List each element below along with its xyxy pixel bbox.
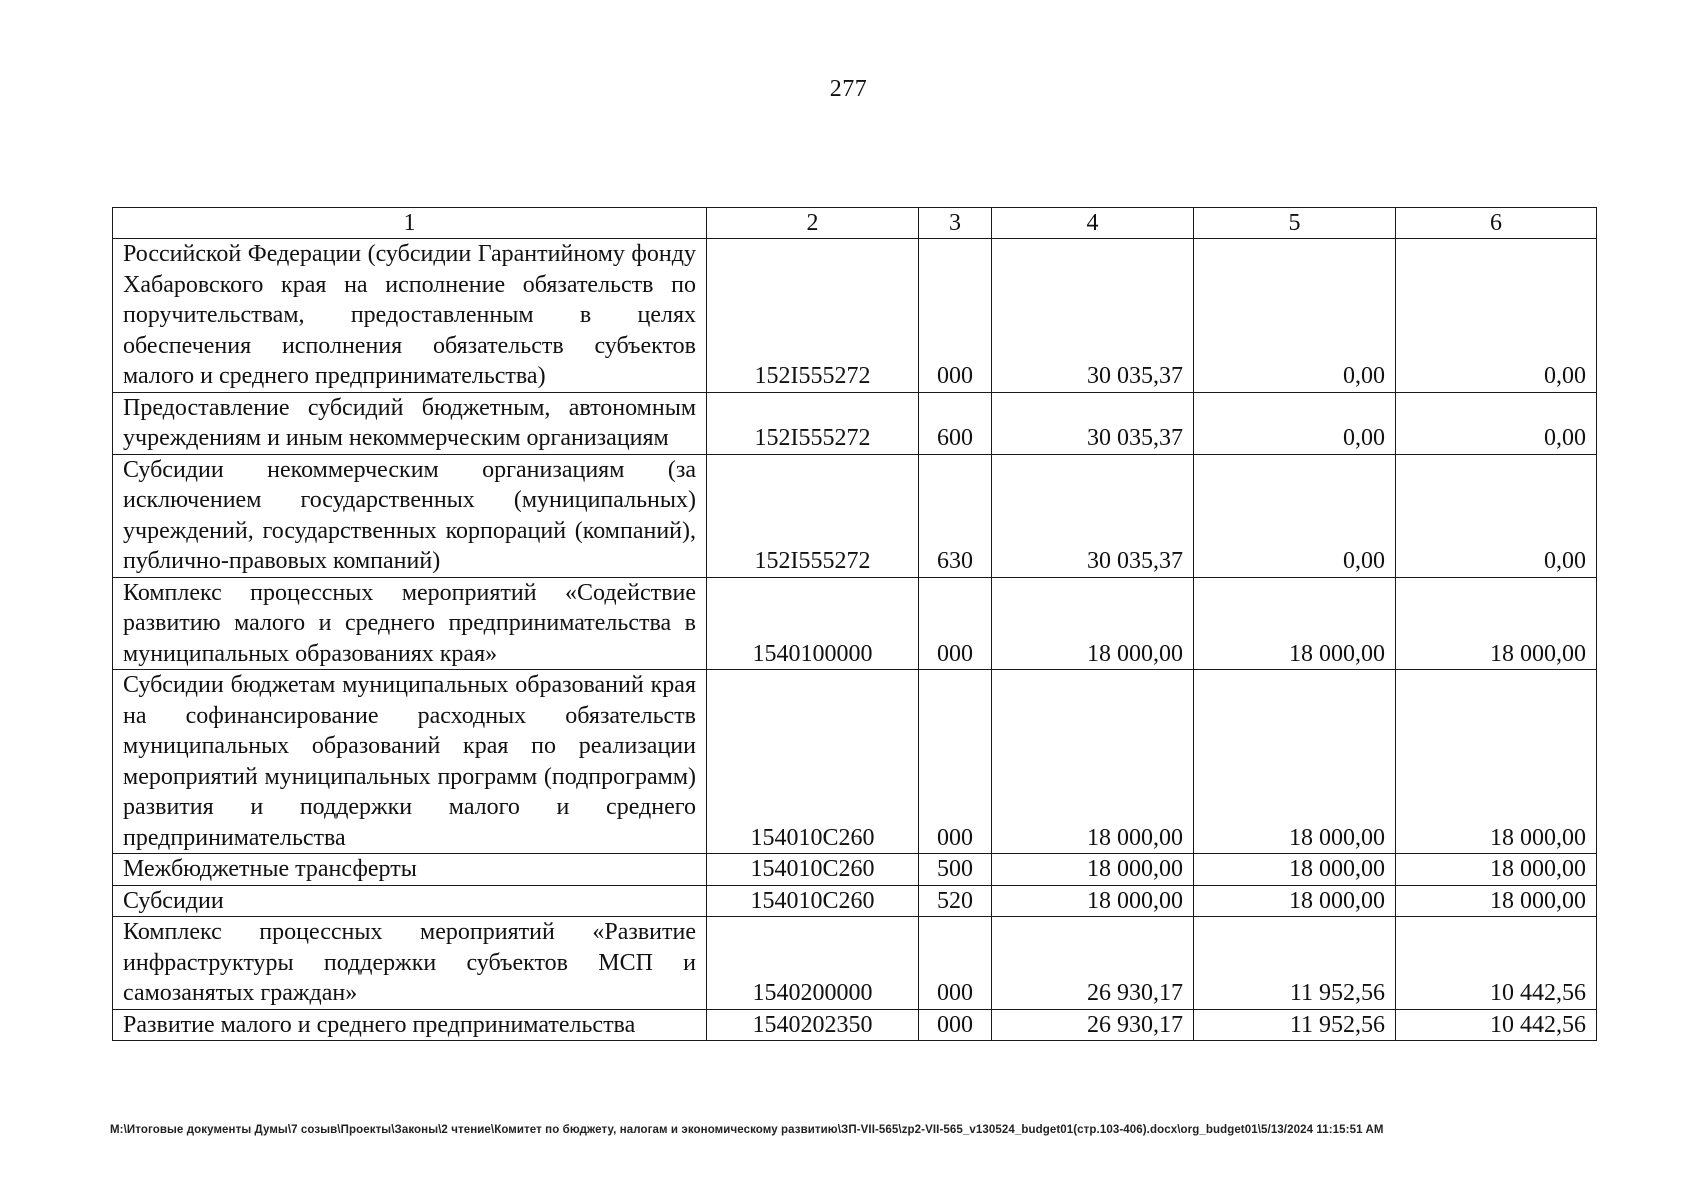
row-amount-col5: 0,00 [1194, 392, 1396, 454]
row-amount-col5: 18 000,00 [1194, 577, 1396, 670]
row-amount-col6: 18 000,00 [1396, 854, 1597, 886]
table-row [113, 239, 1597, 393]
row-amount-col5: 0,00 [1194, 454, 1396, 577]
page-number: 277 [829, 76, 868, 102]
row-description: Развитие малого и среднего предпринимательства [113, 1009, 707, 1041]
table-row [113, 917, 1597, 1010]
row-amount-col4: 18 000,00 [992, 885, 1194, 917]
row-target-code: 152I555272 [707, 392, 919, 454]
column-header-6: 6 [1396, 208, 1597, 239]
row-description: Субсидии [113, 885, 707, 917]
row-description: Субсидии бюджетам муниципальных образований края на софинансирование расходных обязательств муниципальных образований края по реализации мероприятий муниципальных программ (подпрограмм) развития и поддержки малого и среднего предпринимательства [113, 670, 707, 854]
row-amount-col4: 26 930,17 [992, 1009, 1194, 1041]
row-amount-col4: 30 035,37 [992, 239, 1194, 393]
column-header-5: 5 [1194, 208, 1396, 239]
row-expense-type: 600 [919, 392, 992, 454]
row-expense-type: 000 [919, 917, 992, 1010]
table-row [113, 670, 1597, 854]
row-amount-col4: 30 035,37 [992, 392, 1194, 454]
row-amount-col6: 0,00 [1396, 454, 1597, 577]
table-row [113, 1009, 1597, 1041]
row-target-code: 1540100000 [707, 577, 919, 670]
column-header-1: 1 [113, 208, 707, 239]
row-expense-type: 630 [919, 454, 992, 577]
row-target-code: 152I555272 [707, 454, 919, 577]
document-file-path: M:\Итоговые документы Думы\7 созыв\Проекты\Законы\2 чтение\Комитет по бюджету, налогам и экономическому развитию\ЗП-VII-565\zp2-VII-565_v130524_budget01(стр.103-406).docx\org_budget01\5/13/2024 11:15:51 AM [110, 1124, 1384, 1136]
row-amount-col5: 11 952,56 [1194, 1009, 1396, 1041]
row-amount-col6: 18 000,00 [1396, 885, 1597, 917]
row-amount-col4: 18 000,00 [992, 854, 1194, 886]
row-target-code: 154010С260 [707, 670, 919, 854]
row-description: Российской Федерации (субсидии Гарантийному фонду Хабаровского края на исполнение обязательств по поручительствам, предоставленным в целях обеспечения исполнения обязательств субъектов малого и среднего предпринимательства) [113, 239, 707, 393]
row-expense-type: 000 [919, 239, 992, 393]
column-header-3: 3 [919, 208, 992, 239]
row-amount-col4: 26 930,17 [992, 917, 1194, 1010]
row-target-code: 154010С260 [707, 854, 919, 886]
row-amount-col6: 0,00 [1396, 239, 1597, 393]
budget-table [112, 207, 1597, 1041]
row-amount-col6: 10 442,56 [1396, 1009, 1597, 1041]
row-description: Предоставление субсидий бюджетным, автономным учреждениям и иным некоммерческим организациям [113, 392, 707, 454]
column-header-4: 4 [992, 208, 1194, 239]
table-row [113, 854, 1597, 886]
row-target-code: 1540200000 [707, 917, 919, 1010]
row-description: Субсидии некоммерческим организациям (за исключением государственных (муниципальных) учреждений, государственных корпораций (компаний), публично-правовых компаний) [113, 454, 707, 577]
table-row [113, 392, 1597, 454]
row-target-code: 1540202350 [707, 1009, 919, 1041]
row-expense-type: 000 [919, 670, 992, 854]
row-expense-type: 000 [919, 1009, 992, 1041]
row-amount-col6: 0,00 [1396, 392, 1597, 454]
row-expense-type: 000 [919, 577, 992, 670]
row-amount-col5: 0,00 [1194, 239, 1396, 393]
row-description: Комплекс процессных мероприятий «Развитие инфраструктуры поддержки субъектов МСП и самозанятых граждан» [113, 917, 707, 1010]
table-header-row [113, 208, 1597, 239]
table-row [113, 577, 1597, 670]
row-expense-type: 500 [919, 854, 992, 886]
table-row [113, 885, 1597, 917]
row-amount-col4: 18 000,00 [992, 670, 1194, 854]
row-amount-col4: 18 000,00 [992, 577, 1194, 670]
row-description: Межбюджетные трансферты [113, 854, 707, 886]
row-amount-col5: 18 000,00 [1194, 854, 1396, 886]
row-amount-col6: 18 000,00 [1396, 577, 1597, 670]
row-expense-type: 520 [919, 885, 992, 917]
row-amount-col5: 18 000,00 [1194, 670, 1396, 854]
row-target-code: 154010С260 [707, 885, 919, 917]
row-target-code: 152I555272 [707, 239, 919, 393]
row-description: Комплекс процессных мероприятий «Содействие развитию малого и среднего предпринимательства в муниципальных образованиях края» [113, 577, 707, 670]
table-row [113, 454, 1597, 577]
row-amount-col5: 18 000,00 [1194, 885, 1396, 917]
column-header-2: 2 [707, 208, 919, 239]
row-amount-col4: 30 035,37 [992, 454, 1194, 577]
row-amount-col6: 18 000,00 [1396, 670, 1597, 854]
row-amount-col5: 11 952,56 [1194, 917, 1396, 1010]
row-amount-col6: 10 442,56 [1396, 917, 1597, 1010]
